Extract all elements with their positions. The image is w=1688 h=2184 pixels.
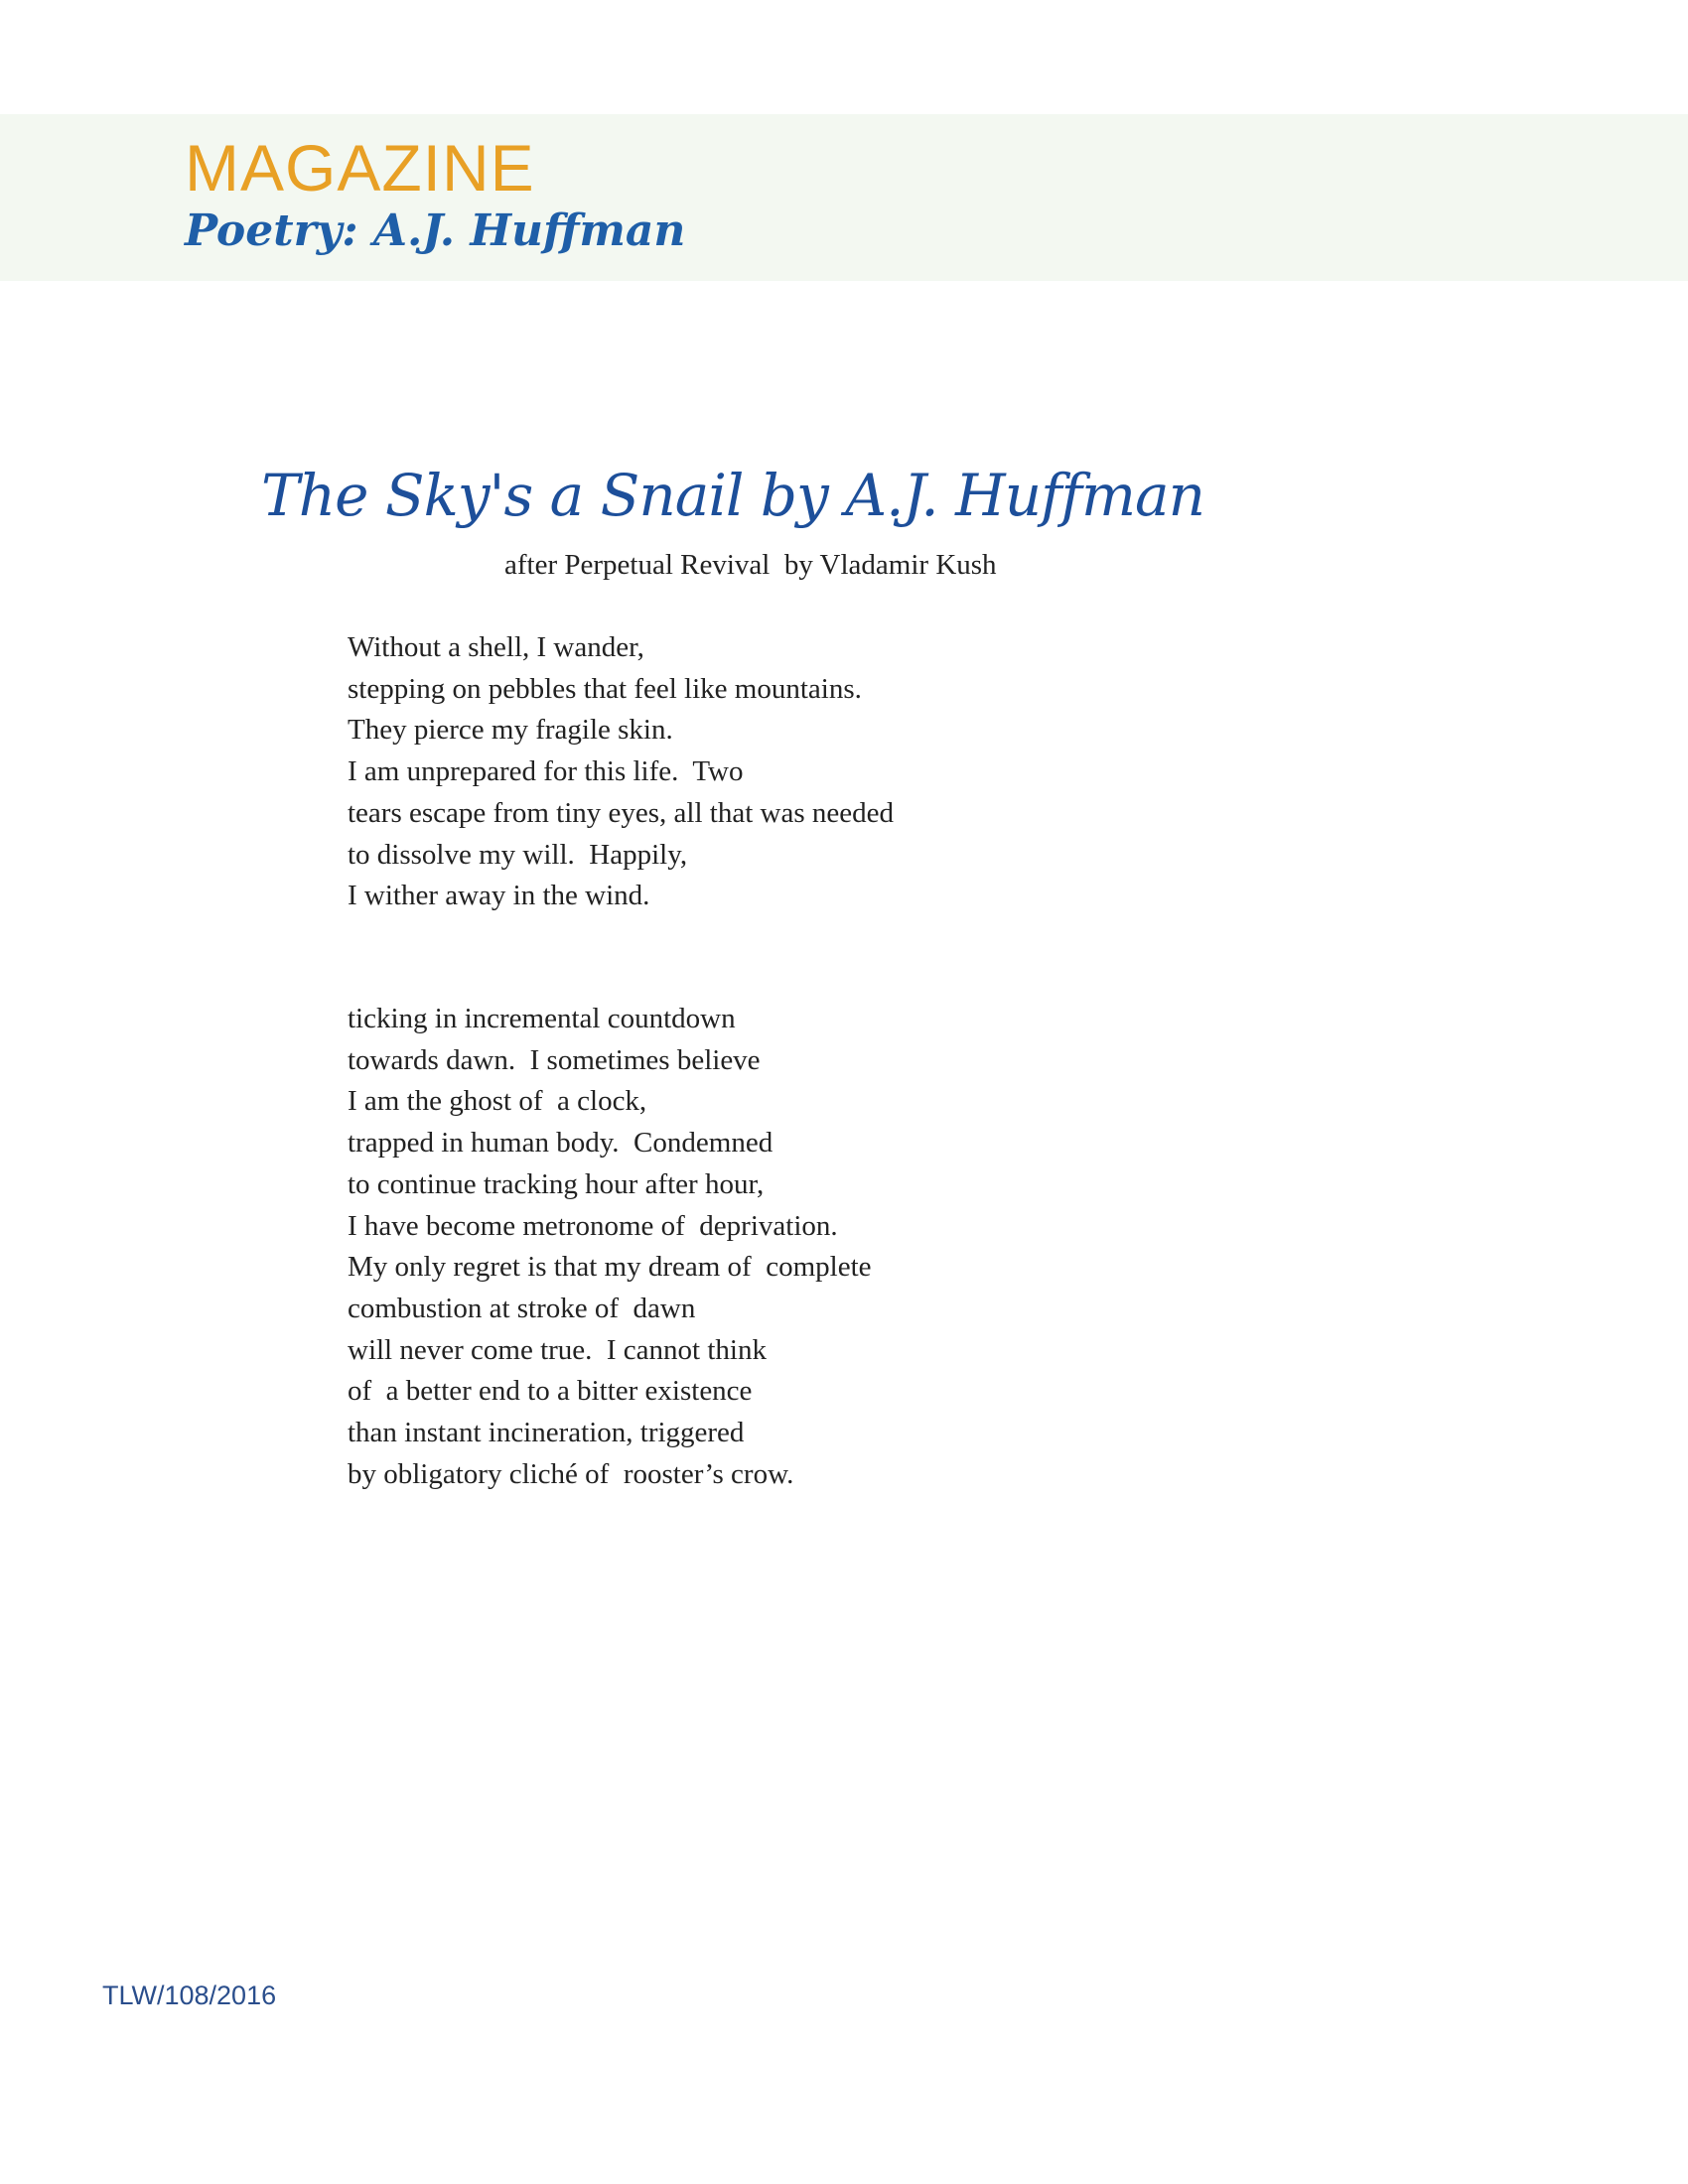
stanza-2	[348, 999, 872, 1495]
poem-line: I am unprepared for this life. Two	[348, 755, 744, 788]
poem-title: The Sky's a Snail by A.J. Huffman	[261, 462, 1204, 529]
poem-line: They pierce my fragile skin.	[348, 714, 673, 747]
poem-line: stepping on pebbles that feel like mountains.	[348, 672, 862, 705]
poem-line: than instant incineration, triggered	[348, 1417, 745, 1449]
poem-dedication: after Perpetual Revival by Vladamir Kush	[504, 549, 997, 581]
poem-line: by obligatory cliché of rooster’s crow.	[348, 1457, 794, 1490]
poem-line: Without a shell, I wander,	[348, 631, 644, 663]
poem-line: ticking in incremental countdown	[348, 1003, 736, 1034]
poem-line: tears escape from tiny eyes, all that was needed	[348, 796, 894, 829]
poem-line: My only regret is that my dream of complete	[348, 1251, 872, 1284]
poem-line: to dissolve my will. Happily,	[348, 838, 688, 871]
poem-line: towards dawn. I sometimes believe	[348, 1043, 761, 1076]
poem-line: of a better end to a bitter existence	[348, 1375, 753, 1408]
poem-line: combustion at stroke of dawn	[348, 1292, 696, 1324]
footer-code: TLW/108/2016	[102, 1980, 277, 2010]
poem-line: I have become metronome of deprivation.	[348, 1209, 838, 1242]
section-label: Poetry: A.J. Huffman	[185, 205, 686, 256]
poem-line: I am the ghost of a clock,	[348, 1085, 647, 1118]
poem-line: will never come true. I cannot think	[348, 1333, 767, 1366]
poem-line: trapped in human body. Condemned	[348, 1127, 774, 1160]
stanza-1	[348, 627, 894, 917]
poem-line: to continue tracking hour after hour,	[348, 1167, 765, 1200]
poem-line: I wither away in the wind.	[348, 880, 650, 912]
masthead: MAGAZINE	[185, 131, 535, 205]
